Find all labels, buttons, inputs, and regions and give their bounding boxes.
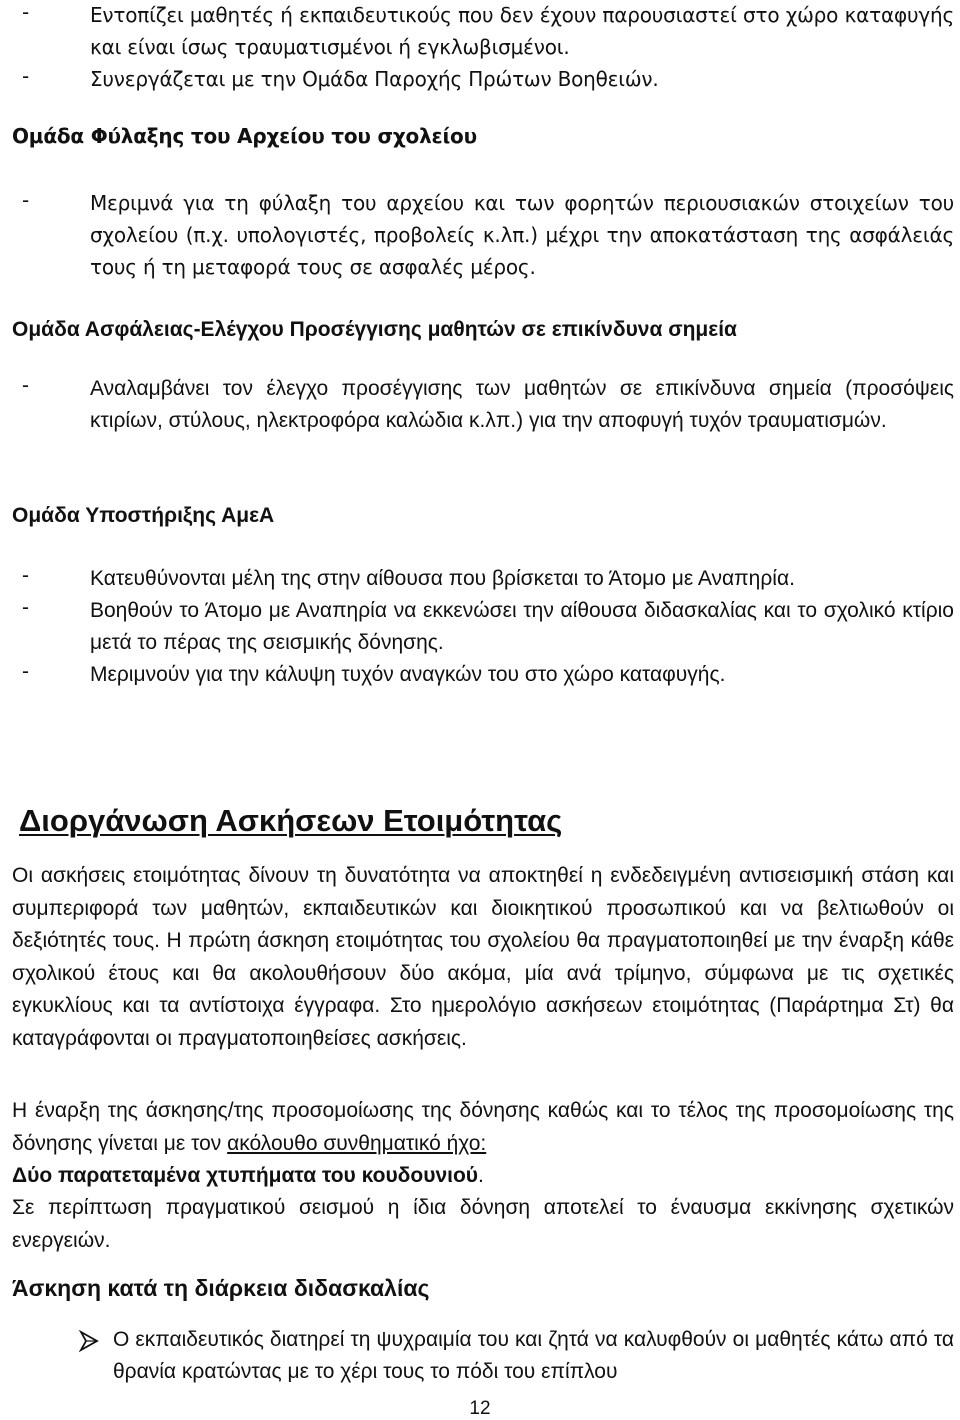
paragraph-drills-intro: Οι ασκήσεις ετοιμότητας δίνουν τη δυνατότητα να αποκτηθεί η ενδεδειγμένη αντισεισμική στάση και συμπεριφορά των μαθητών, εκπαιδευτικών και διοικητικού προσωπικού και να βελτιωθούν οι δεξιότητές τους. Η πρώτη άσκηση ετοιμότητας του σχολείου θα πραγματοποιηθεί με την έναρξη κάθε σχολικού έτους και θα ακολουθήσουν δύο ακόμα, μία ανά τρίμηνο, σύμφωνα με τις σχετικές εγκυκλίους και τα αντίστοιχα έγγραφα. Στο ημερολόγιο ασκήσεων ετοιμότητας (Παράρτημα Στ) θα καταγράφονται οι πραγματοποιηθείσες ασκήσεις. [12, 864, 954, 1050]
list-item-text: Συνεργάζεται με την Ομάδα Παροχής Πρώτων Βοηθειών. [90, 67, 659, 91]
signal-end-text: . [478, 1164, 484, 1187]
list-item-text: Μεριμνά για τη φύλαξη του αρχείου και των φορητών περιουσιακών στοιχείων του σχολείου (π.χ. υπολογιστές, προβολείς κ.λπ.) μέχρι την αποκατάσταση της ασφάλειάς τους ή τη μεταφορά τους σε ασφαλές μέρος. [90, 191, 954, 279]
dash-marker: - [22, 0, 30, 24]
list-item-text: Αναλαμβάνει τον έλεγχο προσέγγισης των μαθητών σε επικίνδυνα σημεία (προσόψεις κτιρίων, στύλους, ηλεκτροφόρα καλώδια κ.λπ.) για την αποφυγή τυχόν τραυματισμών. [90, 377, 954, 432]
list-item-text: Κατευθύνονται μέλη της στην αίθουσα που βρίσκεται το Άτομο με Αναπηρία. [90, 567, 795, 590]
section-heading-amea-team: Ομάδα Υποστήριξης ΑμεΑ [12, 504, 275, 527]
signal-underlined-text: ακόλουθο συνθηματικό ήχο: [227, 1131, 487, 1155]
paragraph-drill-signal [12, 1095, 954, 1193]
list-item-text: Βοηθούν το Άτομο με Αναπηρία να εκκενώσει την αίθουσα διδασκαλίας και το σχολικό κτίριο μετά το πέρας της σεισμικής δόνησης. [90, 599, 954, 654]
dash-marker: - [22, 564, 29, 587]
list-item-text: Εντοπίζει μαθητές ή εκπαιδευτικούς που δεν έχουν παρουσιαστεί στο χώρο καταφυγής και είναι ίσως τραυματισμένοι ή εγκλωβισμένοι. [90, 3, 954, 59]
dash-marker: - [22, 64, 30, 88]
signal-bold-text: Δύο παρατεταμένα χτυπήματα του κουδουνιού [12, 1164, 479, 1187]
dash-marker: - [22, 374, 29, 397]
paragraph-drill-signal-text: Η έναρξη της άσκησης/της προσομοίωσης της δόνησης καθώς και το τέλος της προσομοίωσης της δόνησης γίνεται με τον [12, 1099, 954, 1155]
page-number: 12 [469, 1398, 491, 1419]
dash-marker: - [22, 596, 29, 619]
section-title-during-class: Άσκηση κατά τη διάρκεια διδασκαλίας [12, 1275, 430, 1301]
section-heading-safety-team: Ομάδα Ασφάλειας-Ελέγχου Προσέγγισης μαθητών σε επικίνδυνα σημεία [12, 318, 737, 341]
section-title-drills: Διοργάνωση Ασκήσεων Ετοιμότητας [19, 803, 563, 838]
paragraph-real-earthquake: Σε περίπτωση πραγματικού σεισμού η ίδια δόνηση αποτελεί το έναυσμα εκκίνησης σχετικών ενεργειών. [12, 1196, 954, 1252]
dash-marker: - [22, 188, 30, 212]
list-item-text: Μεριμνούν για την κάλυψη τυχόν αναγκών του στο χώρο καταφυγής. [90, 663, 726, 686]
dash-marker: - [22, 660, 29, 683]
list-item-text: Ο εκπαιδευτικός διατηρεί τη ψυχραιμία του και ζητά να καλυφθούν οι μαθητές κάτω από τα θρανία κρατώντας με το χέρι τους το πόδι του επίπλου [113, 1328, 954, 1383]
arrowhead-bullet-icon [78, 1330, 100, 1352]
section-heading-archive-team: Ομάδα Φύλαξης του Αρχείου του σχολείου [12, 124, 477, 148]
